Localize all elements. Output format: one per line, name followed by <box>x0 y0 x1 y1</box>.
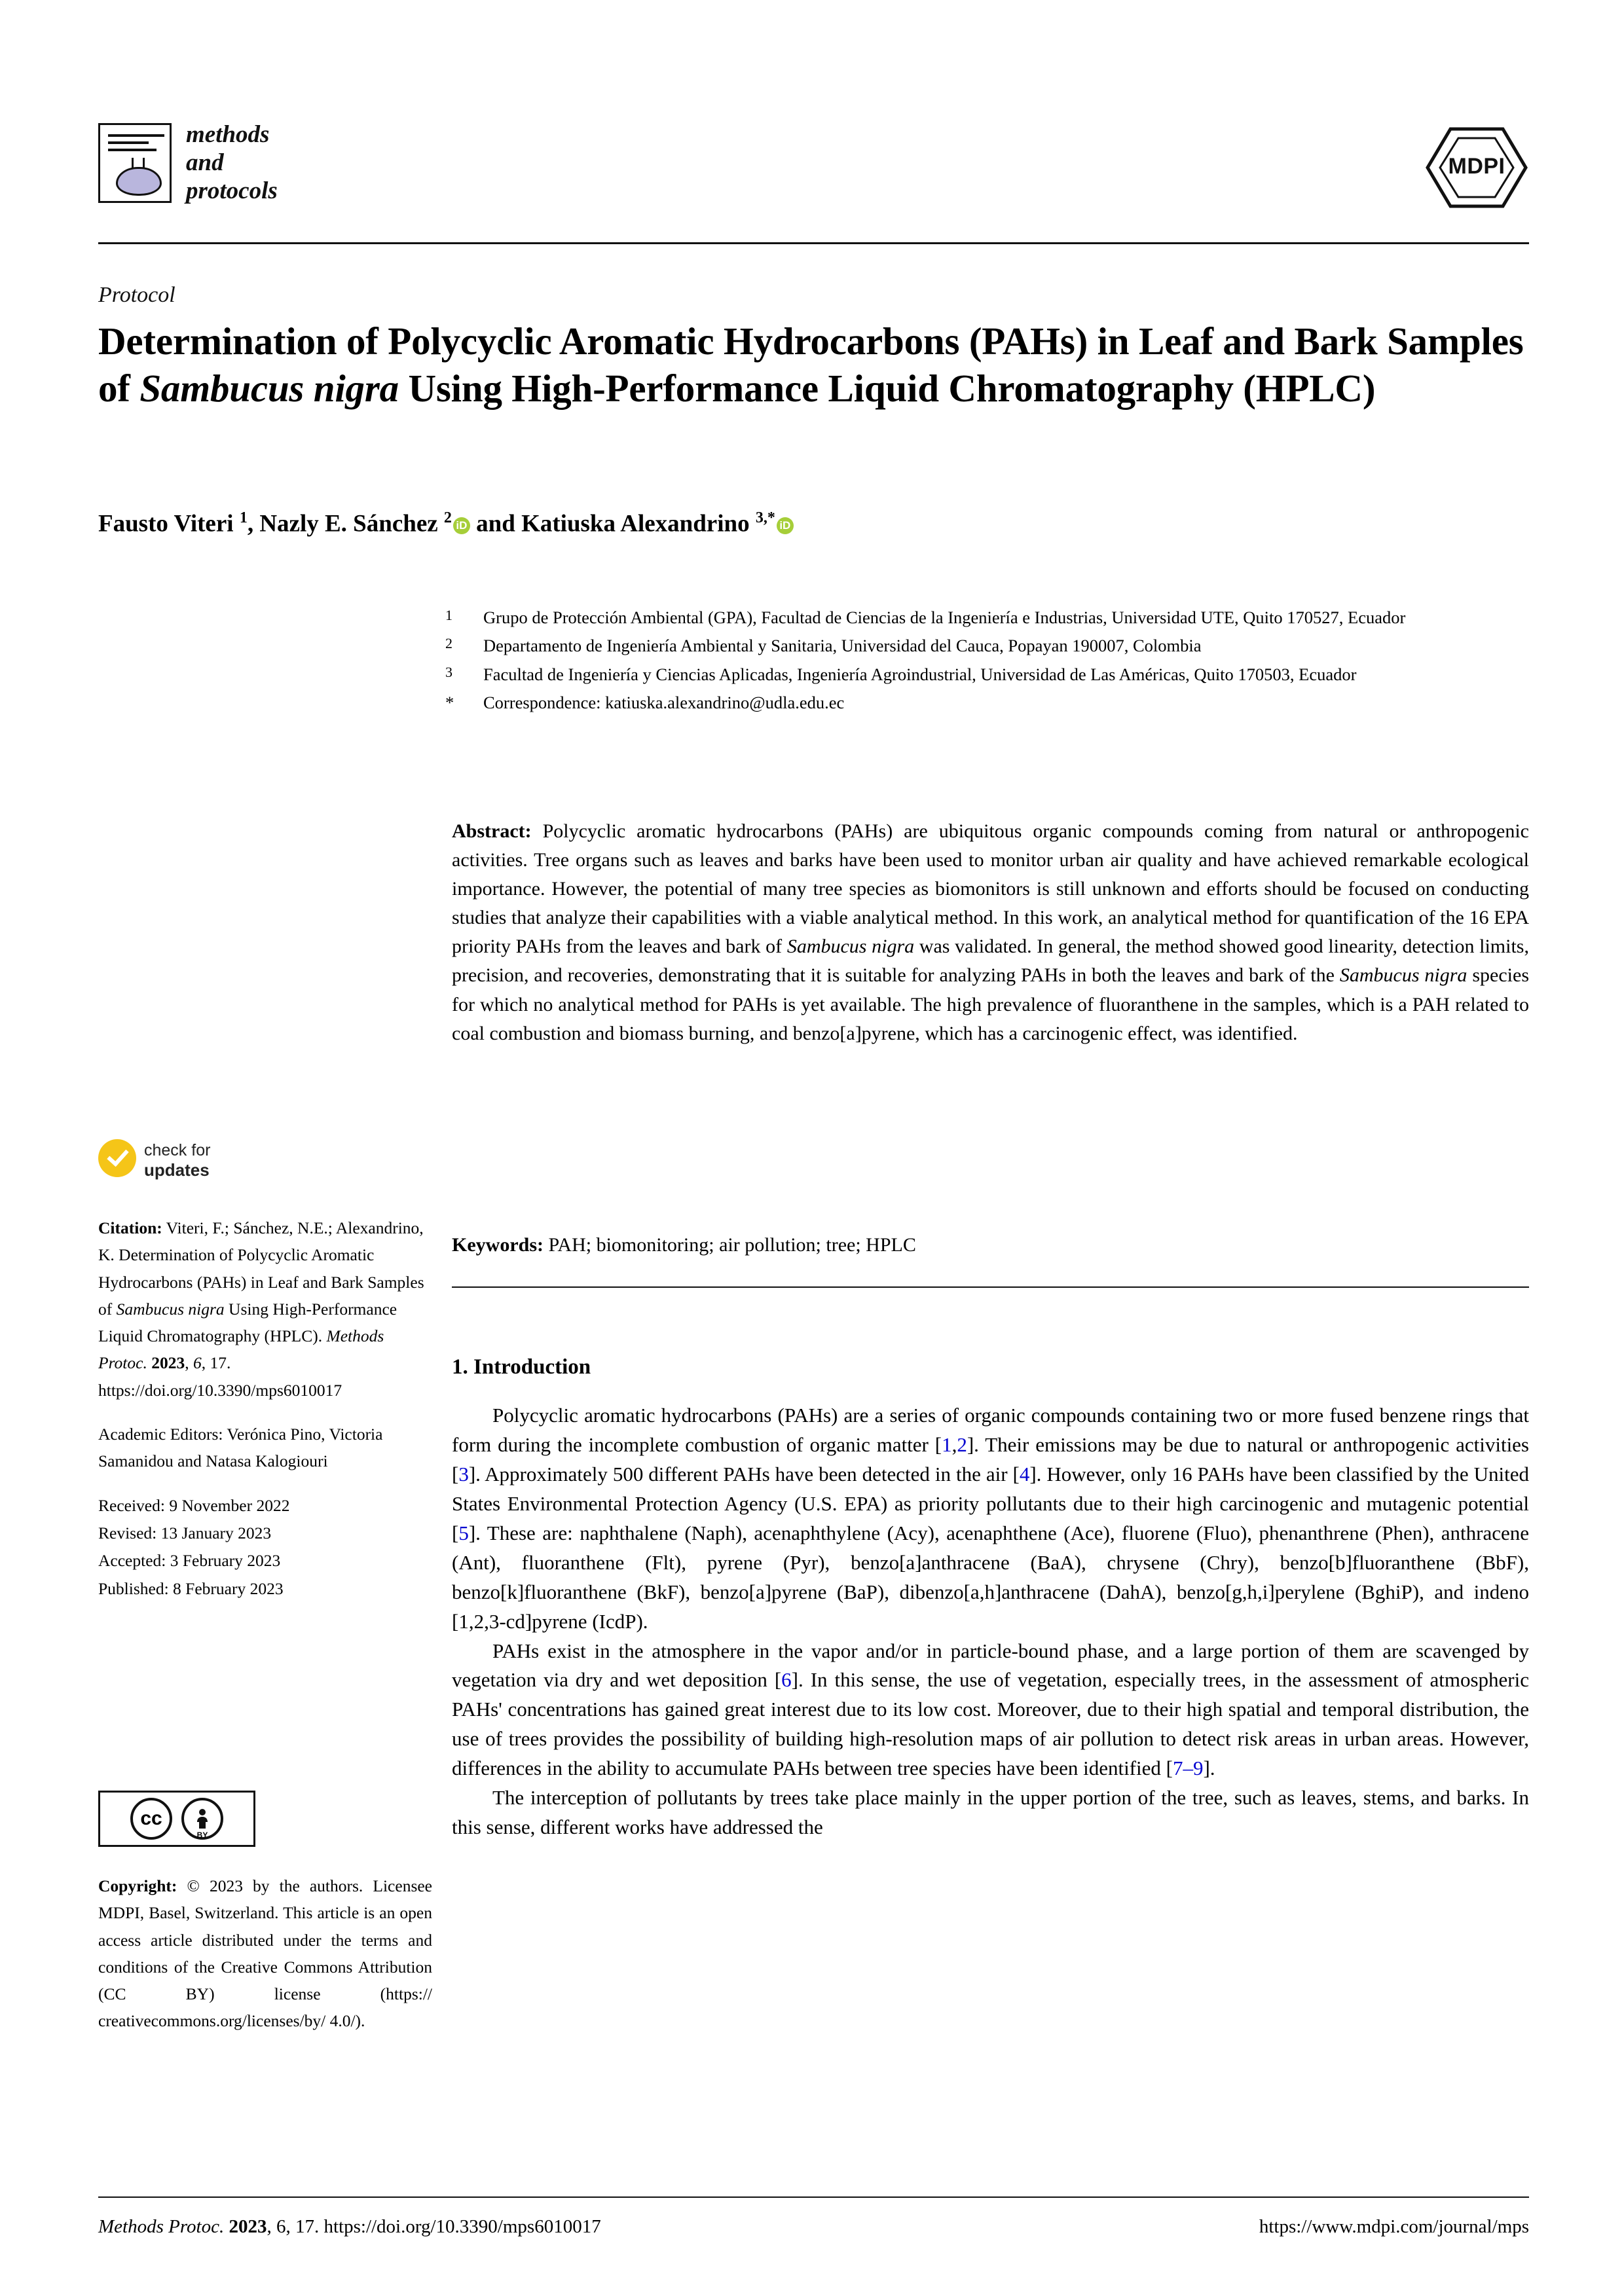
updates-text: updates <box>144 1160 210 1180</box>
affiliation-text: Facultad de Ingeniería y Ciencias Aplicadas, Ingeniería Agroindustrial, Universidad de Las Américas, Quito 170503, Ecuador <box>483 664 1357 684</box>
published-date: Published: 8 February 2023 <box>98 1578 284 1598</box>
citation-block <box>98 1214 432 1404</box>
paragraph-3: The interception of pollutants by trees take place mainly in the upper portion of the tree, such as leaves, stems, and barks. In this sense, different works have addressed the <box>452 1786 1529 1839</box>
affiliation-text: Grupo de Protección Ambiental (GPA), Facultad de Ciencias de la Ingeniería e Industrias, Universidad UTE, Quito 170527, Ecuador <box>483 608 1406 627</box>
citation-link-6[interactable]: 6 <box>781 1668 792 1692</box>
journal-title <box>186 121 278 206</box>
p2-b: ]. In this sense, the use of vegetation, especially trees, in the assessment of atmospheric PAHs' concentrations has gained great interest due to its low cost. Moreover, due to their high spatial and temporal distribution, the use of trees provides the possibility of building high-resolution maps of air pollution to detect risk areas in urban areas. However, differences in the ability to accumulate PAHs between tree species have been identified [ <box>452 1668 1529 1780</box>
check-for-text: check for <box>144 1141 211 1159</box>
mdpi-wordmark: MDPI <box>1448 154 1505 179</box>
author-1: Fausto Viteri <box>98 510 240 538</box>
citation-link-2[interactable]: 2 <box>957 1432 967 1456</box>
citation-text-3: , <box>185 1353 193 1373</box>
title-part-2: Using High-Performance Liquid Chromatography (HPLC) <box>398 366 1376 410</box>
journal-title-line-1: methods <box>186 121 270 148</box>
accepted-date: Accepted: 3 February 2023 <box>98 1551 281 1571</box>
citation-journal: Methods Protoc. <box>98 1326 384 1373</box>
abstract-p1: Polycyclic aromatic hydrocarbons (PAHs) are ubiquitous organic compounds coming from natural or anthropogenic activities. Tree organs such as leaves and barks have been used to monitor urban air quality and have achieved remarkable ecological importance. However, the potential of many tree species as biomonitors is still unknown and efforts should be focused on conducting studies that analyze their capabilities with a viable analytical method. In this work, an analytical method for quantification of the 16 EPA priority PAHs from the leaves and bark of <box>452 820 1529 958</box>
p1-e: ]. However, only 16 PAHs have been classified by the United States Environmental Protection Agency (U.S. EPA) as priority pollutants due to their high carcinogenic and mutagenic potential [ <box>452 1462 1529 1544</box>
academic-editors-label: Academic Editors: <box>98 1425 223 1444</box>
p2-a: PAHs exist in the atmosphere in the vapor and/or in particle-bound phase, and a large portion of them are scavenged by vegetation via dry and wet deposition [ <box>452 1639 1529 1692</box>
check-for-updates-label <box>144 1140 210 1180</box>
received-date: Received: 9 November 2022 <box>98 1495 290 1515</box>
cc-logo-icon: cc <box>130 1798 172 1840</box>
citation-link-4[interactable]: 4 <box>1019 1462 1030 1485</box>
footer-journal: Methods Protoc. <box>98 2216 229 2237</box>
affiliation-number: 2 <box>445 635 452 652</box>
author-3: and Katiuska Alexandrino <box>470 510 756 538</box>
journal-logo <box>98 121 278 206</box>
affiliation-text: Departamento de Ingeniería Ambiental y Sanitaria, Universidad del Cauca, Popayan 190007, Colombia <box>483 636 1202 656</box>
mdpi-logo <box>1424 125 1529 210</box>
abstract-label: Abstract: <box>452 820 532 842</box>
author-1-affil: 1 <box>239 509 248 526</box>
citation-link-5[interactable]: 5 <box>458 1521 469 1544</box>
keywords-text: PAH; biomonitoring; air pollution; tree; HPLC <box>543 1234 916 1256</box>
orcid-icon[interactable]: iD <box>777 517 794 534</box>
keywords-label: Keywords: <box>452 1234 544 1256</box>
p1-b: , <box>951 1432 957 1456</box>
journal-title-line-2: and <box>186 149 224 176</box>
footer-citation <box>98 2216 601 2238</box>
abstract-divider <box>452 1286 1529 1288</box>
affiliation-row <box>445 606 1529 632</box>
affiliation-row <box>445 663 1529 689</box>
revised-date: Revised: 13 January 2023 <box>98 1523 272 1542</box>
citation-link-3[interactable]: 3 <box>458 1462 469 1485</box>
sidebar-metadata <box>98 1214 432 1620</box>
header-divider <box>98 242 1529 244</box>
copyright-label: Copyright: <box>98 1876 177 1895</box>
p2-c: ]. <box>1203 1757 1215 1780</box>
citation-text: Viteri, F.; Sánchez, N.E.; Alexandrino, K. Determination of Polycyclic Aromatic Hydrocarbons (PAHs) in Leaf and Bark Samples of <box>98 1218 424 1319</box>
p1-c: ]. Their emissions may be due to natural or anthropogenic activities [ <box>452 1432 1529 1485</box>
footer-rest: , 6, 17. https://doi.org/10.3390/mps6010017 <box>267 2216 601 2237</box>
journal-title-line-3: protocols <box>186 177 278 204</box>
affiliation-number: 1 <box>445 607 452 623</box>
abstract-p2: was validated. In general, the method showed good linearity, detection limits, precision, and recoveries, demonstrating that it is suitable for analyzing PAHs in both the leaves and bark of the <box>452 936 1529 987</box>
abstract <box>452 817 1529 1048</box>
author-3-affil: 3,* <box>755 509 775 526</box>
academic-editors-block <box>98 1421 432 1475</box>
page-header <box>98 121 1529 236</box>
title-part-1: Determination of Polycyclic Aromatic Hydrocarbons (PAHs) in Leaf and Bark Samples of <box>98 319 1524 410</box>
cc-by-label: BY <box>196 1831 208 1840</box>
check-mark-icon <box>98 1139 136 1177</box>
author-2-affil: 2 <box>443 509 452 526</box>
copyright-text: © 2023 by the authors. Licensee MDPI, Basel, Switzerland. This article is an open access article distributed under the terms and conditions of the Creative Commons Attribution (CC BY) license (https:// creativecommons.org/licenses/by/ 4.0/). <box>98 1876 432 2031</box>
keywords <box>452 1231 1529 1260</box>
title-species: Sambucus nigra <box>139 366 399 410</box>
p1-f: ]. These are: naphthalene (Naph), acenaphthylene (Acy), acenaphthene (Ace), fluorene (Fluo), phenanthrene (Phen), anthracene (Ant), fluoranthene (Flt), pyrene (Pyr), benzo[a]anthracene (BaA), chrysene (Chry), benzo[b]fluoranthene (BbF), benzo[k]fluoranthene (BkF), benzo[a]pyrene (BaP), dibenzo[a,h]anthracene (DahA), benzo[g,h,i]perylene (BghiP), and indeno [1,2,3-cd]pyrene (IcdP). <box>452 1521 1529 1633</box>
paragraph-1 <box>452 1401 1529 1637</box>
abstract-species-2: Sambucus nigra <box>1339 964 1467 987</box>
p1-a: Polycyclic aromatic hydrocarbons (PAHs) are a series of organic compounds containing two or more fused benzene rings that form during the incomplete combustion of organic matter [ <box>452 1404 1529 1456</box>
person-icon <box>193 1808 212 1830</box>
affiliation-row <box>445 634 1529 661</box>
footer-year: 2023 <box>229 2216 267 2237</box>
footer-divider <box>98 2196 1529 2198</box>
p1-d: ]. Approximately 500 different PAHs have been detected in the air [ <box>468 1462 1020 1485</box>
abstract-p3: species for which no analytical method for PAHs is yet available. The high prevalence of fluoranthene in the samples, which is a PAH related to coal combustion and biomass burning, and benzo[a]pyrene, which has a carcinogenic effect, was identified. <box>452 964 1529 1044</box>
page-title <box>98 318 1532 412</box>
cc-by-icon <box>181 1798 223 1840</box>
affiliation-number: 3 <box>445 663 452 680</box>
footer-url[interactable]: https://www.mdpi.com/journal/mps <box>1259 2216 1529 2237</box>
citation-link-7[interactable]: 7–9 <box>1172 1757 1204 1780</box>
body-content <box>452 1401 1529 1842</box>
author-2: , Nazly E. Sánchez <box>247 510 444 538</box>
paragraph-2 <box>452 1637 1529 1784</box>
correspondence-marker: * <box>445 693 454 713</box>
citation-species: Sambucus nigra <box>116 1299 225 1319</box>
affiliations <box>445 606 1529 716</box>
abstract-species-1: Sambucus nigra <box>786 936 915 958</box>
academic-editors-names: Verónica Pino, Victoria Samanidou and Natasa Kalogiouri <box>98 1425 383 1471</box>
citation-label: Citation: <box>98 1218 162 1237</box>
orcid-icon[interactable]: iD <box>453 517 470 534</box>
correspondence-row <box>445 691 1529 715</box>
citation-doi[interactable]: , 17. https://doi.org/10.3390/mps6010017 <box>98 1353 342 1400</box>
citation-volume: 6 <box>193 1353 202 1373</box>
citation-year: 2023 <box>147 1353 185 1373</box>
citation-link-1[interactable]: 1 <box>942 1432 952 1456</box>
creative-commons-icon[interactable] <box>98 1791 255 1847</box>
citation-text-2: Using High-Performance Liquid Chromatography (HPLC). <box>98 1299 397 1346</box>
dates-block <box>98 1492 432 1603</box>
copyright-notice <box>98 1872 432 2035</box>
section-heading: 1. Introduction <box>452 1355 591 1379</box>
document-type: Protocol <box>98 283 175 307</box>
author-list <box>98 509 1532 538</box>
correspondence-text[interactable]: Correspondence: katiuska.alexandrino@udla.edu.ec <box>483 693 845 713</box>
flask-icon <box>98 123 172 203</box>
